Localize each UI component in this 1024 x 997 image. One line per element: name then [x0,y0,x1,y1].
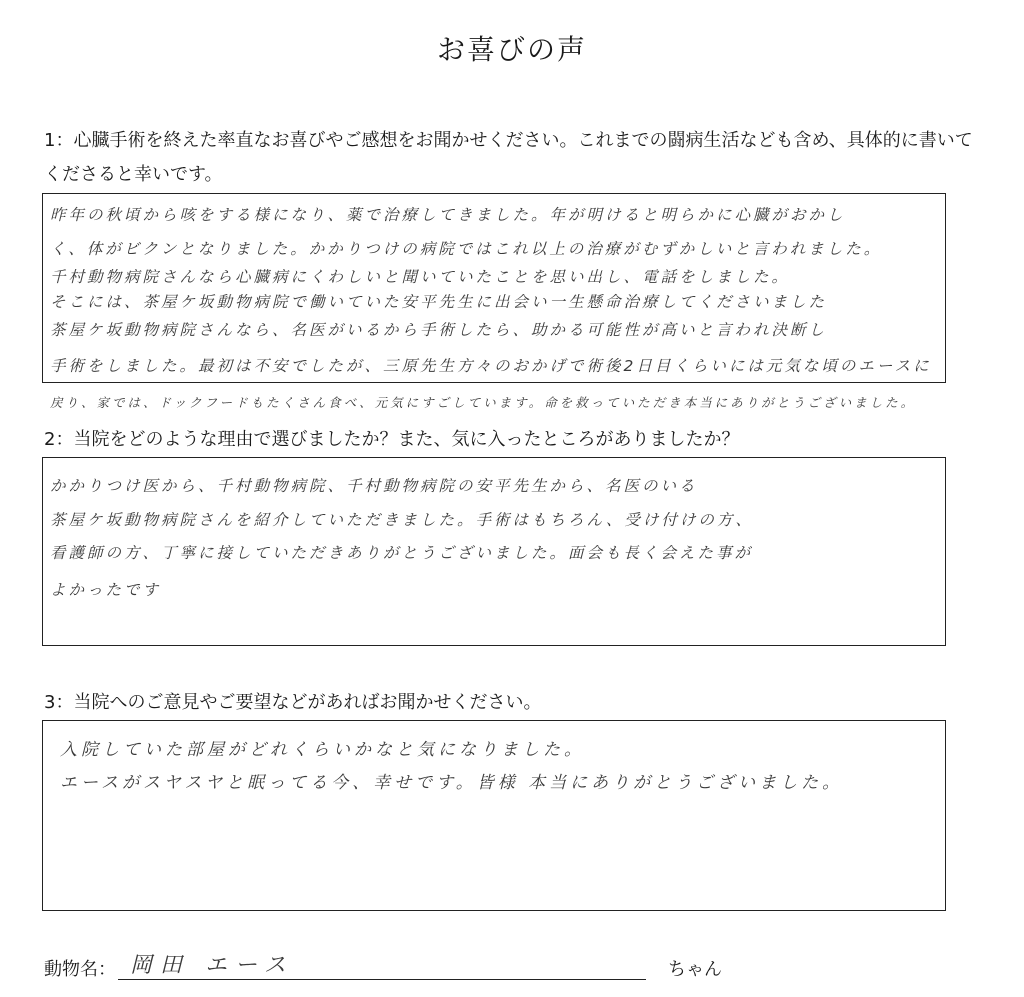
question-2: 2：当院をどのような理由で選びましたか？また、気に入ったところがありましたか？ [44,429,740,450]
pet-name-suffix: ちゃん [668,959,722,980]
answer-1-line: 昨年の秋頃から咳をする様になり、薬で治療してきました。年が明けると明らかに心臓がおかし [50,206,846,224]
answer-2-line: かかりつけ医から、千村動物病院、千村動物病院の安平先生から、名医のいる [50,477,698,495]
answer-2-line: よかったです [50,581,162,599]
answer-1-line: 茶屋ケ坂動物病院さんなら、名医がいるから手術したら、助かる可能性が高いと言われ決断し [50,321,828,339]
page-title: お喜びの声 [436,33,587,66]
pet-name-label: 動物名： [44,959,116,980]
answer-1-line: 手術をしました。最初は不安でしたが、三原先生方々のおかげで術後2日目くらいには元気な頃のエースに [50,357,932,375]
pet-name-value: 岡田 エース [130,953,294,978]
pet-name-underline [118,979,646,980]
answer-1-line: 千村動物病院さんなら心臓病にくわしいと聞いていたことを思い出し、電話をしました。 [50,268,791,286]
question-3: 3：当院へのご意見やご要望などがあればお聞かせください。 [44,692,542,713]
answer-1-line: く、体がビクンとなりました。かかりつけの病院ではこれ以上の治療がむずかしいと言われました。 [50,240,883,258]
answer-3-line: エースがスヤスヤと眠ってる今、幸せです。皆様 本当にありがとうございました。 [60,773,844,793]
answer-1-line: 戻り、家では、ドックフードもたくさん食べ、元気にすごしています。命を救っていただき本当にありがとうございました。 [50,395,917,410]
answer-2-line: 看護師の方、丁寧に接していただきありがとうございました。面会も長く会えた事が [50,544,754,562]
answer-3-line: 入院していた部屋がどれくらいかなと気になりました。 [60,740,585,760]
question-1: 1：心臓手術を終えた率直なお喜びやご感想をお聞かせください。これまでの闘病生活なども含め、具体的に書いてくださると幸いです。 [44,130,973,185]
answer-2-line: 茶屋ケ坂動物病院さんを紹介していただきました。手術はもちろん、受け付けの方、 [50,511,754,529]
answer-1-line: そこには、茶屋ケ坂動物病院で働いていた安平先生に出会い一生懸命治療してくださいました [50,293,828,311]
